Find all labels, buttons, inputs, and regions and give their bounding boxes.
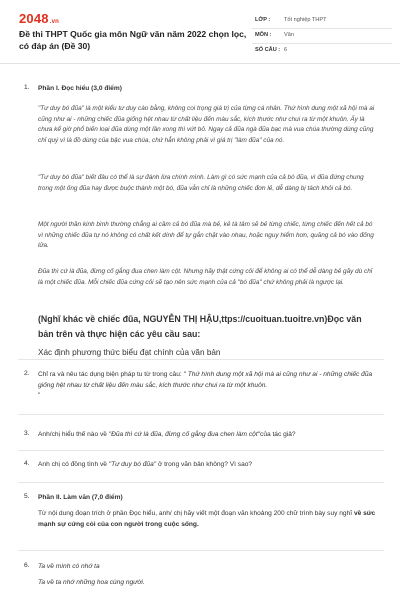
prompt-quote: "Đũa thì cứ là đũa, đừng cố gắng đua chen làm cột" [108,431,261,438]
meta-row-class [252,14,392,29]
prompt-text: Anh chị có đồng tình về [38,461,109,468]
logo-text: 2048 [19,11,49,26]
passage-paragraph: Đũa thì cứ là đũa, đừng cố gắng đua chen làm cột. Nhưng hãy thật cứng cỏi để không ai có thể dễ dàng bẻ gãy dù chỉ là một chiếc đũa. Mỗi chiếc đũa cứng cỏi sẽ tạo nên sức mạnh của cả "bó đũa" chứ không phải là ngược lại. [38,268,373,286]
meta-value: Văn [284,32,294,38]
question-prompt [38,430,378,441]
meta-label: MÔN : [255,32,272,38]
question-prompt: Xác định phương thức biểu đạt chính của văn bản [38,348,221,357]
question-number: 3. [24,430,30,437]
passage-paragraph: Một người thần kinh bình thường chẳng ai cầm cả bó đũa mà bẻ, kẻ tà tâm sẽ bẻ từng chiếc, từng chiếc đến hết cả bó vì những chiếc đũa tự nó không có chất kết dính để tự gắn chặt vào nhau, hoặc nguy hiểm hơn, quăng cả bó vào đống lửa. [38,221,374,249]
prompt-text-end: của tác giả? [260,431,296,438]
meta-label: LỚP : [255,17,271,23]
meta-value: Tốt nghiệp THPT [284,17,327,23]
divider [18,550,384,551]
prompt-text-end: ở trong văn bản không? Vì sao? [156,461,253,468]
prompt-text: Anh/chị hiểu thế nào về [38,431,109,438]
prompt-quote: " Thứ hình dung một xã hội mà ai cũng như ai - những chiếc đũa giống hệt nhau từ chất liệu đến màu sắc, kích thước như chui ra từ một khuôn. [38,371,373,389]
page-title: Đề thi THPT Quốc gia môn Ngữ văn năm 2022 chọn lọc, có đáp án (Đề 30) [19,29,247,51]
divider [18,359,384,360]
divider [18,482,384,483]
passage-source: (Nghĩ khác về chiếc đũa, NGUYỄN THỊ HẬU,ttps://cuoituan.tuoitre.vn)Đọc văn bản trên và thực hiện các yêu cầu sau: [38,314,362,339]
question-prompt [38,509,378,530]
prompt-emphasis: về sức mạnh sự cứng cỏi của con người trong cuộc sống. [38,510,376,528]
passage-paragraph: "Tư duy bó đũa" biết đâu có thể là sự đánh lừa chính mình. Làm gì có sức mạnh của cả bó đũa, vì đũa đứng chung trong một ống đũa hay được buộc thành một bó, đũa vẫn chỉ là những chiếc đơn lẻ, dễ dàng bị tách khỏi cả bó. [38,174,364,192]
meta-row-question-count [252,44,392,59]
section-heading: Phần II. Làm văn (7,0 điểm) [38,494,123,501]
meta-value: 6 [284,47,288,53]
document-header [0,0,400,64]
question-number: 4. [24,460,30,467]
logo-suffix: .vn [49,19,60,25]
divider [18,414,384,415]
question-number: 5. [24,493,30,500]
poem-line: Ta về ta nhớ những hoa cùng người. [38,579,145,586]
prompt-text: Từ nội dung đoạn trích ở phần Đọc hiểu, anh/ chị hãy viết một đoạn văn khoảng 200 chữ trình bày suy nghĩ [38,510,354,517]
prompt-text-end: " [38,392,41,399]
question-number: 1. [24,84,30,91]
prompt-text: Chỉ ra và nêu tác dụng biện pháp tu từ trong câu: [38,371,184,378]
exam-meta-table [252,14,392,59]
question-number: 6. [24,562,30,569]
poem-line: Ta về mình có nhớ ta [38,563,100,570]
question-prompt [38,460,378,471]
meta-label: SỐ CÂU : [255,47,281,53]
question-prompt [38,370,378,402]
meta-row-subject [252,29,392,44]
passage-paragraph: "Tư duy bó đũa" là một kiểu tư duy cào bằng, không coi trọng giá trị của từng cá nhân. Thứ hình dung một xã hội mà ai cũng như ai - những chiếc đũa giống hệt nhau từ chất liệu đến màu sắc, kích thước như chui ra từ một khuôn. Ấy là chưa kể giờ phổ biến loại đũa dùng một lần xong thì vứt bỏ. Ngay cả đũa ngà đũa bạc mà vua chúa thường dùng cũng chỉ quý vì là đồ dùng của bậc vua chúa, chứ hẳn không phải vì giá trị "làm đũa" của nó. [38,105,375,144]
site-logo[interactable] [19,11,59,26]
question-number: 2. [24,370,30,377]
prompt-quote: "Tư duy bó đũa" [108,461,157,468]
section-heading: Phần I. Đọc hiểu (3,0 điểm) [38,85,122,92]
divider [18,450,384,451]
